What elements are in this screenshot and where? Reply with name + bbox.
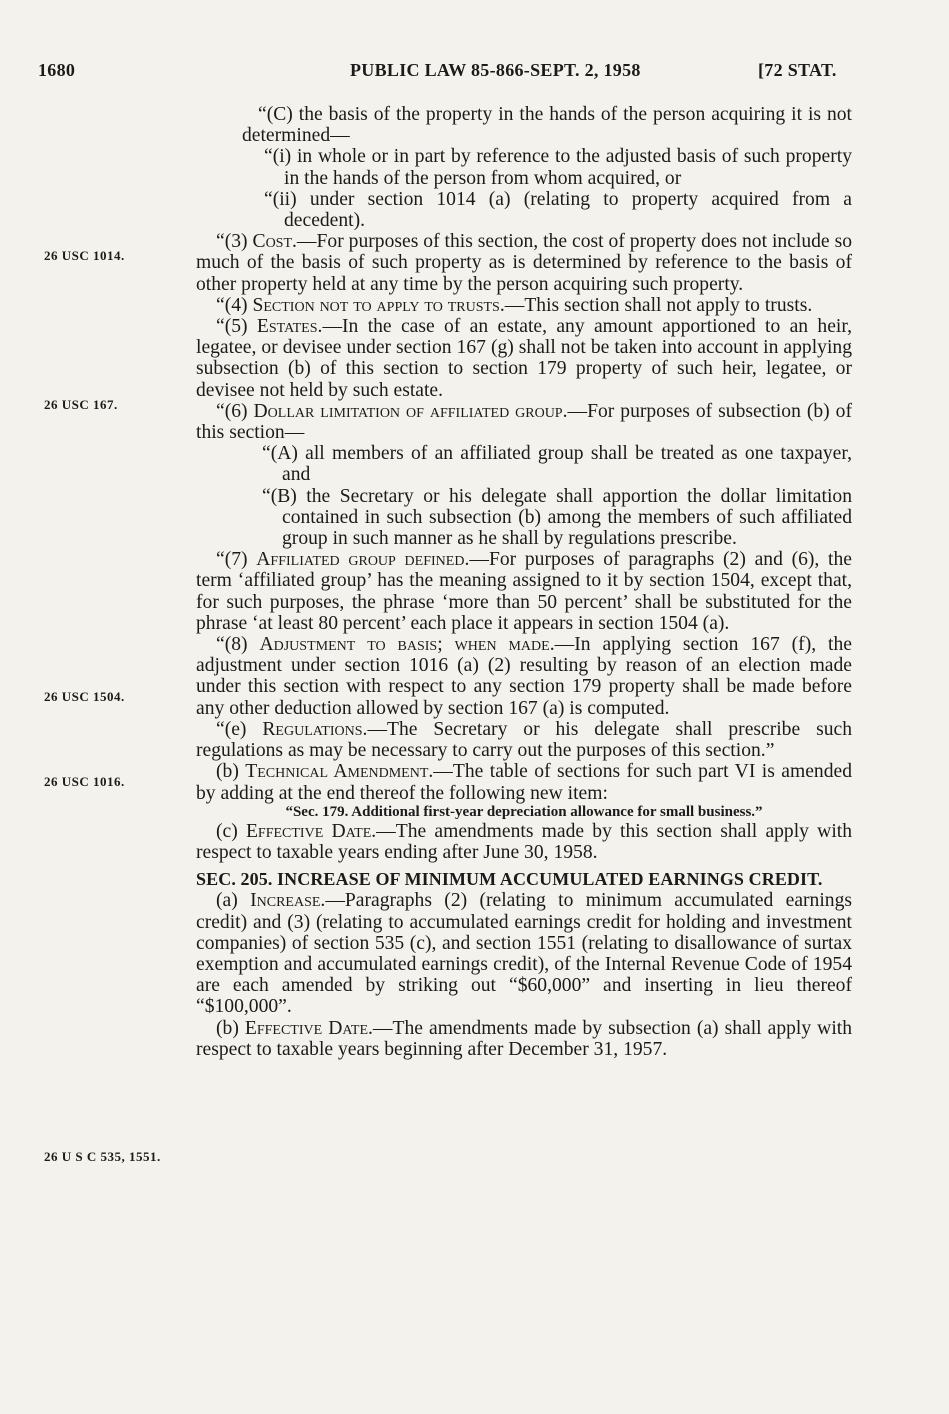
paragraph-7: “(7) Affiliated group defined.—For purposes of paragraphs (2) and (6), the term ‘affiliated group’ has the meaning assigned to it by section 1504, except that, for such purposes, the phrase ‘more than 50 percent’ shall be substituted for the phrase ‘at least 80 percent’ each place it appears in section 1504 (a). bbox=[196, 549, 852, 634]
page-number: 1680 bbox=[38, 60, 76, 80]
heading-cost: Cost. bbox=[252, 231, 297, 253]
paragraph-c-effective: (c) Effective Date.—The amendments made by this section shall apply with respect to taxable years ending after June 30, 1958. bbox=[196, 820, 853, 863]
margin-note: 26 USC 1504. bbox=[44, 689, 125, 704]
paragraph-8: “(8) Adjustment to basis; when made.—In applying section 167 (f), the adjustment under section 1016 (a) (2) resulting by reason of an election made under this section with respect to any section 179 property shall be made before any other deduction allowed by section 167 (a) is computed. bbox=[196, 634, 852, 719]
heading-increase: Increase. bbox=[250, 890, 326, 912]
new-table-item: “Sec. 179. Additional first-year depreciation allowance for small business.” bbox=[285, 803, 763, 820]
running-title: PUBLIC LAW 85-866-SEPT. 2, 1958 bbox=[350, 60, 641, 80]
heading-dollar-limitation: Dollar limitation of affiliated group. bbox=[253, 400, 568, 422]
section-205-a: (a) Increase.—Paragraphs (2) (relating to minimum accumulated earnings credit) and (3) (relating to accumulated earnings credit for holding and investment companies) of section 535 (c), and section 1551 (relating to disallowance of surtax exemption and accumulated earnings credit), of the Internal Revenue Code of 1954 are each amended by striking out “$60,000” and inserting in lieu thereof “$100,000”. bbox=[196, 890, 852, 1018]
paragraph-e: “(e) Regulations.—The Secretary or his delegate shall prescribe such regulations as may be necessary to carry out the purposes of this section.” bbox=[196, 718, 853, 762]
volume-reference: [72 STAT. bbox=[758, 60, 837, 80]
margin-note: 26 USC 1014. bbox=[44, 248, 125, 263]
heading-effective-date: Effective Date. bbox=[245, 820, 377, 842]
margin-note: 26 USC 167. bbox=[44, 397, 118, 412]
heading-affiliated-group: Affiliated group defined. bbox=[256, 549, 470, 571]
body-text bbox=[196, 104, 852, 1060]
heading-estates: Estates. bbox=[256, 316, 323, 338]
margin-note: 26 U S C 535, 1551. bbox=[44, 1149, 161, 1164]
paragraph-3: “(3) Cost.—For purposes of this section, the cost of property does not include so much of the basis of such property as is determined by reference to the basis of other property held at any time by the person acquiring such property. bbox=[196, 231, 852, 295]
margin-note: 26 USC 1016. bbox=[44, 774, 125, 789]
paragraph-4: “(4) Section not to apply to trusts.—This section shall not apply to trusts. bbox=[216, 294, 813, 316]
paragraph-b: (b) Technical Amendment.—The table of sections for such part VI is amended by adding at the end thereof the following new item: bbox=[196, 761, 852, 804]
paragraph-c: “(C) the basis of the property in the hands of the person acquiring it is not determined— bbox=[242, 104, 852, 147]
paragraph-c-ii: “(ii) under section 1014 (a) (relating to property acquired from a decedent). bbox=[264, 188, 852, 232]
heading-effective-date-205: Effective Date. bbox=[244, 1017, 373, 1039]
heading-technical-amendment: Technical Amendment. bbox=[245, 761, 434, 783]
section-205-heading: SEC. 205. INCREASE OF MINIMUM ACCUMULATED EARNINGS CREDIT. bbox=[196, 869, 823, 890]
heading-adjustment: Adjustment to basis; when made. bbox=[259, 634, 555, 656]
paragraph-5: “(5) Estates.—In the case of an estate, any amount apportioned to an heir, legatee, or devisee under section 167 (g) shall not be taken into account in applying subsection (b) of this section to section 179 property of such heir, legatee, or devisee not held by such estate. bbox=[196, 316, 852, 401]
paragraph-c-i: “(i) in whole or in part by reference to the adjusted basis of such property in the hands of the person from whom acquired, or bbox=[264, 146, 852, 189]
paragraph-6: “(6) Dollar limitation of affiliated group.—For purposes of subsection (b) of this section— bbox=[196, 400, 852, 444]
section-205-b: (b) Effective Date.—The amendments made by subsection (a) shall apply with respect to taxable years beginning after December 31, 1957. bbox=[196, 1017, 853, 1060]
heading-trusts: Section not to apply to trusts. bbox=[252, 294, 505, 316]
heading-regulations: Regulations. bbox=[262, 718, 368, 740]
paragraph-6-a: “(A) all members of an affiliated group shall be treated as one taxpayer, and bbox=[262, 443, 852, 486]
paragraph-6-b: “(B) the Secretary or his delegate shall apportion the dollar limitation contained in such subsection (b) among the members of such affiliated group in such manner as he shall by regulations prescribe. bbox=[262, 485, 852, 550]
